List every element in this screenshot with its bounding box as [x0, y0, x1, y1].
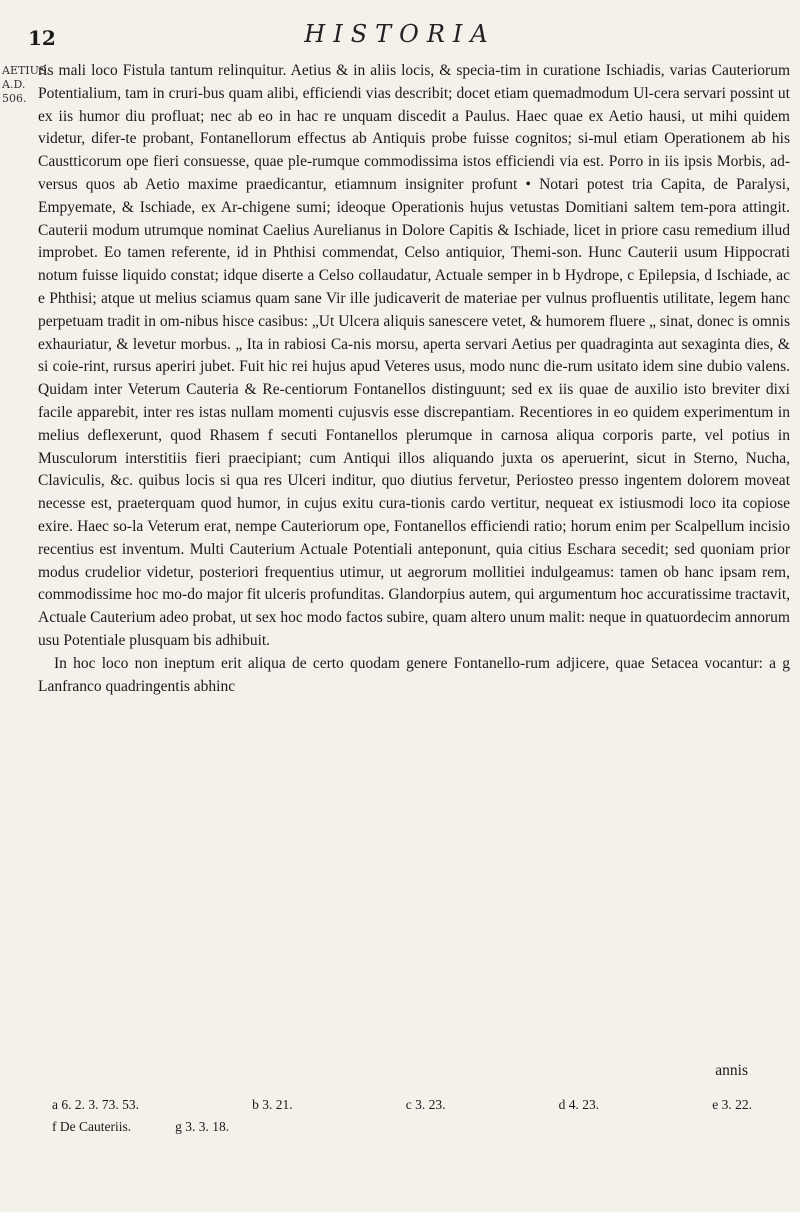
catchword: annis — [715, 1062, 748, 1079]
footnote-e: e 3. 22. — [712, 1097, 752, 1112]
running-title: HISTORIA — [304, 20, 496, 48]
footnotes — [52, 1094, 752, 1138]
paragraph-2: In hoc loco non ineptum erit aliqua de certo quodam genere Fontanello-rum adjicere, quae Setacea vocantur: a g Lanfranco quadringentis abhinc — [38, 654, 790, 695]
footnote-d: d 4. 23. — [558, 1097, 600, 1112]
body-text — [38, 60, 790, 698]
margin-author: AETIUS. — [2, 64, 50, 77]
footnote-g: g 3. 3. 18. — [175, 1119, 230, 1134]
footnote-row-1 — [52, 1094, 752, 1116]
page-number: 12 — [28, 26, 56, 50]
paragraph-1: ris mali loco Fistula tantum relinquitur. Aetius & in aliis locis, & specia-tim in curatione Ischiadis, varias Cauteriorum Potentialium, tam in cruri-bus quam alibi, efficiendi vias describit; docet etiam quemadmodum Ul-cera servari possint ut ex iis humor diu profluat; nec ab eo in hac re unquam discedit a Paulus. Haec quae ex Aetio hausi, ut mihi quidem videtur, difer-te probant, Fontanellorum effectus ab Antiquis probe fuisse cognitos; si-mul etiam Operationem ab his Caustticorum ope fieri consuesse, quae ple-rumque commodissima istos efficiendi via est. Porro in iis ipsis Morbis, ad-versus quos ab Aetio maxime praedicantur, etiamnum insigniter profunt • Notari potest tria Capita, de Paralysi, Empyemate, & Ischiade, ex Ar-chigene sumi; ideoque Operationis hujus vetustas Domitiani saltem tem-pora attingit. Cauterii modum utrumque nominat Caelius Aurelianus in Dolore Capitis & Ischiade, licet in priore casu remedium illud improbet. Eo tamen referente, id in Phthisi commendat, Celso antiquior, Themi-son. Hunc Cauterii usum Hippocrati notum fuisse liquido constat; idque diserte a Celso collaudatur, Actuale semper in b Hydrope, c Epilepsia, d Ischiade, ac e Phthisi; atque ut melius sciamus quam sane Vir ille judicaverit de materiae per vulnus profluentis utilitate, legem hanc perpetuam tradit in om-nibus hisce casibus: „Ut Ulcera aliquis sanescere vetet, & humorem fluere „ sinat, donec is omnis exhauriatur, & levetur morbus. „ Ita in rabiosi Ca-nis morsu, aperta servari Aetius per quadraginta aut sexaginta dies, & si coie-rint, rursus aperiri jubet. Fuit hic rei hujus apud Veteres usus, modo nunc die-rum usitato idem sine dubio valens. Quidam inter Veterum Cauteria & Re-centiorum Fontanellos distinguunt; sed ex iis quae de auxilio isto breviter dixi facile apparebit, inter res istas nullam momenti cujusvis esse discrepantiam. Recentiores in eo quidem experimentum in melius deflexerunt, quod Rhasem f secuti Fontanellos plerumque in carnosa aliqua corporis parte, vel potius in Musculorum interstitiis fieri praecipiant; cum Antiqui illos aliquando juxta os aperuerint, sicut in Sterno, Nucha, Claviculis, &c. quibus locis si qua res Ulceri inditur, quo diutius fervetur, Periosteo presso ingentem dolorem moveat necesse est, praeterquam quod humor, in cujus exitu cura-tionis cardo vertitur, nequeat ex istiusmodi loco ita copiose exire. Haec so-la Veterum erat, nempe Cauteriorum ope, Fontanellos efficiendi ratio; horum enim per Scalpellum incisio recentius est inventum. Multi Cauterium Actuale Potentiali anteponunt, quia citius Eschara secedit; sed quoniam prior modus crudelior videtur, posteriori frequentius utimur, ut aegrorum mollitiei indulgeamus: tamen ob hanc ipsam rem, commodissime hoc mo-do major fit ulceris profunditas. Glandorpius autem, qui argumentum hoc accuratissime tractavit, Actuale Cauterium adeo probat, ut sex hoc modo factos subire, quam altero unum malit: neque in quatuordecim annorum usu Potentiale plusquam bis adhibuit. — [38, 62, 790, 649]
margin-year: 506. — [2, 92, 27, 105]
footnote-a: a 6. 2. 3. 73. 53. — [52, 1097, 139, 1112]
footnote-f: f De Cauteriis. — [52, 1119, 132, 1134]
footnote-row-2 — [52, 1116, 752, 1138]
footnote-b: b 3. 21. — [252, 1097, 293, 1112]
margin-era: A.D. — [2, 78, 26, 91]
margin-note — [2, 64, 50, 106]
footnote-c: c 3. 23. — [405, 1097, 446, 1112]
